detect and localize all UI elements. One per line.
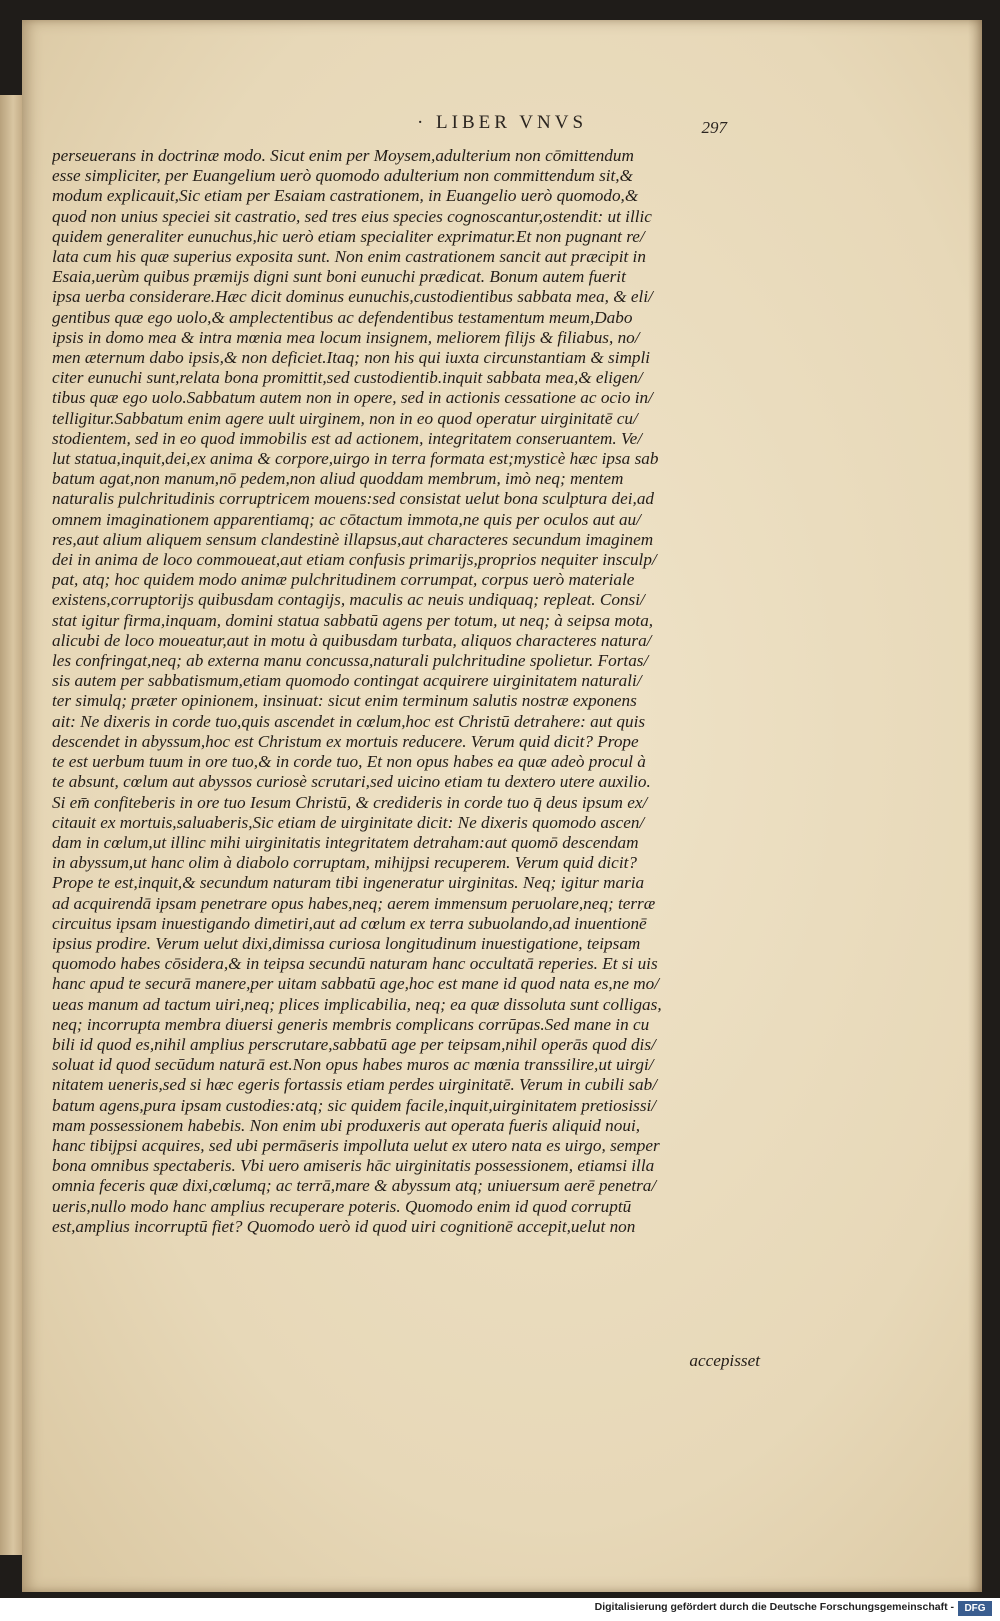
text-line: circuitus ipsam inuestigando dimetiri,aut ad cœlum ex terra subuolando,ad inuentionē [52, 913, 647, 933]
text-line: quod non unius speciei sit castratio, sed tres eius species cognoscantur,ostendit: ut illic [52, 206, 652, 226]
text-line: ipsa uerba considerare.Hæc dicit dominus eunuchis,custodientibus sabbata mea, & eli/ [52, 287, 653, 307]
book-page [22, 20, 982, 1592]
catchword: accepisset [689, 1351, 760, 1370]
text-line: esse simpliciter, per Euangelium uerò quomodo adulterium non committendum sit,& [52, 166, 633, 186]
previous-page-edge [0, 95, 22, 1555]
text-line: Si em̄ confiteberis in ore tuo Iesum Christū, & credideris in corde tuo q̄ deus ipsum ex/ [52, 792, 648, 812]
text-line: lut statua,inquit,dei,ex anima & corpore,uirgo in terra formata est;mysticè hæc ipsa sab [52, 449, 659, 469]
text-line: neq; incorrupta membra diuersi generis membris complicans corrūpas.Sed mane in cu [52, 1014, 650, 1034]
text-line: alicubi de loco moueatur,aut in motu à quibusdam turbata, aliquos characteres natura/ [52, 630, 652, 650]
text-line: nitatem ueneris,sed si hæc egeris fortassis etiam perdes uirginitatē. Verum in cubili sab/ [52, 1075, 658, 1095]
digitization-credit: Digitalisierung gefördert durch die Deutsche Forschungsgemeinschaft - [594, 1601, 954, 1613]
body-text [52, 146, 760, 1237]
text-line: est,amplius incorruptū fiet? Quomodo uerò id quod uiri cognitionē accepit,uelut non [52, 1216, 636, 1236]
running-head: · LIBER VNVS [416, 112, 588, 133]
text-line: existens,corruptorijs quibusdam contagijs, maculis ac neuis undiquaq; repleat. Consi/ [52, 590, 645, 610]
page-number: 297 [701, 118, 727, 137]
text-line: hanc tibijpsi acquires, sed ubi permāseris impolluta uelut ex utero nata es uirgo, semper [52, 1135, 660, 1155]
text-line: modum explicauit,Sic etiam per Esaiam castrationem, in Euangelio uerò quomodo,& [52, 186, 639, 206]
text-line: Esaia,uerùm quibus præmijs digni sunt boni eunuchi prædicat. Bonum autem fuerit [52, 267, 626, 287]
text-line: perseuerans in doctrinæ modo. Sicut enim per Moysem,adulterium non cōmittendum [52, 146, 634, 165]
text-line: ter simulq; præter opinionem, insinuat: sicut enim terminum salutis nostræ exponens [52, 691, 637, 711]
text-line: gentibus quæ ego uolo,& amplectentibus ac defendentibus testamentum meum,Dabo [52, 307, 633, 327]
text-line: ipsis in domo mea & intra mœnia mea locum insignem, meliorem filijs & filiabus, no/ [52, 327, 640, 347]
text-line: men æternum dabo ipsis,& non deficiet.Itaq; non his qui iuxta circunstantiam & simpli [52, 348, 651, 368]
text-line: ipsius prodire. Verum uelut dixi,dimissa curiosa longitudinum inuestigatione, teipsam [52, 933, 641, 953]
text-line: hanc apud te securā manere,per uitam sabbatū age,hoc est mane id quod nata es,ne mo/ [52, 974, 660, 994]
text-line: omnia feceris quæ dixi,cœlumq; ac terrā,mare & abyssum atq; uniuersum aerē penetra/ [52, 1176, 657, 1196]
text-line: stat igitur firma,inquam, domini statua sabbatū agens per totum, ut neq; à seipsa mota, [52, 610, 654, 630]
text-line: mam possessionem habebis. Non enim ubi produxeris aut operata fueris aliquid noui, [52, 1115, 641, 1135]
text-line: les confringat,neq; ab externa manu concussa,naturali pulchritudine spolietur. Fortas/ [52, 651, 649, 671]
text-line: telligitur.Sabbatum enim agere uult uirginem, non in eo quod operatur uirginitatē cu/ [52, 408, 638, 428]
text-line: bona omnibus spectaberis. Vbi uero amiseris hāc uirginitatis possessionem, etiamsi illa [52, 1156, 655, 1176]
text-line: bili id quod es,nihil amplius perscrutare,sabbatū age per teipsam,nihil operās quod dis/ [52, 1034, 656, 1054]
text-line: quidem generaliter eunuchus,hic uerò etiam specialiter exprimatur.Et non pugnant re/ [52, 226, 645, 246]
text-line: ad acquirendā ipsam penetrare opus habes,neq; aerem immensum peruolare,neq; terræ [52, 893, 656, 913]
text-line: descendet in abyssum,hoc est Christum ex mortuis reducere. Verum quid dicit? Prope [52, 731, 639, 751]
text-line: dam in cœlum,ut illinc mihi uirginitatis integritatem detraham:aut quomō descendam [52, 832, 639, 852]
text-line: omnem imaginationem apparentiamq; ac cōtactum immota,ne quis per oculos aut au/ [52, 509, 641, 529]
text-line: naturalis pulchritudinis corruptricem mouens:sed consistat uelut bona sculptura dei,ad [52, 489, 655, 509]
text-line: batum agat,non manum,nō pedem,non aliud quoddam membrum, imò neq; mentem [52, 469, 624, 489]
text-line: sis autem per sabbatismum,etiam quomodo contingat acquirere uirginitatem naturali/ [52, 671, 642, 691]
dfg-logo: DFG [958, 1601, 992, 1616]
text-line: lata cum his quæ superius exposita sunt. Non enim castrationem sancit aut præcipit in [52, 247, 646, 267]
text-line: ueris,nullo modo hanc amplius recuperare poteris. Quomodo enim id quod corruptū [52, 1196, 632, 1216]
text-line: ueas manum ad tactum uiri,neq; plices implicabilia, neq; ea quæ dissoluta sunt colligas, [52, 994, 662, 1014]
text-line: citer eunuchi sunt,relata bona promittit,sed custodientib.inquit sabbata mea,& eligen/ [52, 368, 643, 388]
text-line: tibus quæ ego uolo.Sabbatum autem non in opere, sed in actionis cessatione ac ocio in/ [52, 388, 653, 408]
text-line: pat, atq; hoc quidem modo animæ pulchritudinem corrumpat, corpus uerò materiale [52, 570, 635, 590]
text-line: quomodo habes cōsidera,& in teipsa secundū naturam hanc occultatā reperies. Et si uis [52, 954, 658, 974]
text-line: te absunt, cœlum aut abyssos curiosè scrutari,sed uicino etiam tu dextero utere auxilio. [52, 772, 651, 792]
text-line: batum agens,pura ipsam custodies:atq; sic quidem facile,inquit,uirginitatem pretiosissi/ [52, 1095, 657, 1115]
text-line: ait: Ne dixeris in corde tuo,quis ascendet in cœlum,hoc est Christū detrahere: aut quis [52, 711, 646, 731]
text-line: citauit ex mortuis,saluaberis,Sic etiam de uirginitate dicit: Ne dixeris quomodo ascen/ [52, 812, 645, 832]
text-line: stodientem, sed in eo quod immobilis est ad actionem, integritatem conseruantem. Ve/ [52, 428, 643, 448]
text-line: in abyssum,ut hanc olim à diabolo corruptam, mihijpsi recuperem. Verum quid dicit? [52, 853, 637, 873]
text-line: soluat id quod secūdum naturā est.Non opus habes muros ac mœnia transsilire,ut uirgi/ [52, 1055, 654, 1075]
text-line: Prope te est,inquit,& secundum naturam tibi ingeneratur uirginitas. Neq; igitur maria [52, 873, 645, 893]
page-edge-shadow [968, 20, 982, 1592]
text-line: te est uerbum tuum in ore tuo,& in corde tuo, Et non opus habes ea quæ adeò procul à [52, 752, 646, 772]
text-line: dei in anima de loco commoueat,aut etiam confusis primarijs,proprios nequiter insculp/ [52, 550, 657, 570]
text-line: res,aut alium aliquem sensum clandestinè illapsus,aut characteres secundum imaginem [52, 529, 654, 549]
